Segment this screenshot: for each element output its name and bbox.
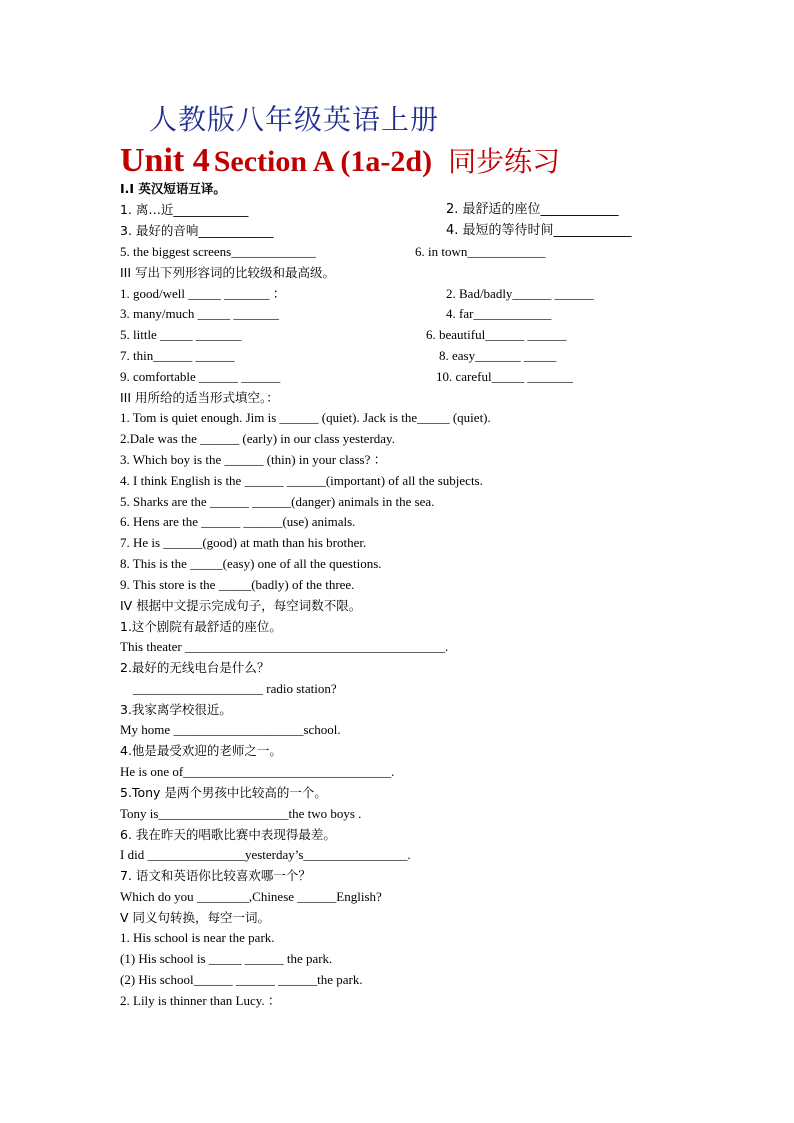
s3-l4: 4. I think English is the ______ ______(important) of all the subjects. [120, 473, 483, 488]
section-4-heading: IV 根据中文提示完成句子，每空词数不限。 [120, 598, 362, 613]
section-1-heading: I.I 英汉短语互译。 [120, 181, 226, 196]
s4-l12: I did _______________yesterday’s________________. [120, 847, 411, 862]
s2-q7: 7. thin______ ______ [120, 348, 235, 363]
s3-l9: 9. This store is the _____(badly) of the three. [120, 577, 355, 592]
s4-l6: My home ____________________school. [120, 722, 341, 737]
s3-l8: 8. This is the _____(easy) one of all the questions. [120, 556, 382, 571]
s4-l14: Which do you ________,Chinese ______English? [120, 889, 382, 904]
s4-l13: 7. 语文和英语你比较喜欢哪一个？ [120, 868, 311, 883]
section-2-heading: III 写出下列形容词的比较级和最高级。 [120, 265, 336, 280]
s2-q2: 2. Bad/badly______ ______ [446, 286, 594, 301]
s2-q8: 8. easy_______ _____ [439, 348, 557, 363]
s4-l2: This theater ________________________________________. [120, 639, 449, 654]
page-title [120, 140, 560, 180]
s2-q3: 3. many/much _____ _______ [120, 306, 279, 321]
s2-q1: 1. good/well _____ _______ ： [120, 286, 286, 301]
s2-q4: 4. far____________ [446, 306, 552, 321]
section-5-heading: V 同义句转换，每空一词。 [120, 910, 271, 925]
s3-l1: 1. Tom is quiet enough. Jim is ______ (quiet). Jack is the_____ (quiet). [120, 410, 491, 425]
s5-l1: 1. His school is near the park. [120, 930, 275, 945]
s4-l5: 3.我家离学校很近。 [120, 702, 232, 717]
s1-q3: 3. 最好的音响____________ [120, 223, 274, 238]
title-section: Section A (1a-2d) [213, 145, 433, 178]
page-title-chinese: 人教版八年级英语上册 [149, 103, 440, 136]
s4-l1: 1.这个剧院有最舒适的座位。 [120, 619, 282, 634]
s5-l3: (2) His school______ ______ ______the park. [120, 972, 363, 987]
s4-l4: ____________________ radio station? [133, 681, 337, 696]
s1-q1: 1. 离…近____________ [120, 202, 249, 217]
s2-q6: 6. beautiful______ ______ [426, 327, 567, 342]
s3-l7: 7. He is ______(good) at math than his brother. [120, 535, 367, 550]
s1-q6: 6. in town____________ [415, 244, 546, 259]
s5-l4: 2. Lily is thinner than Lucy. ： [120, 993, 281, 1008]
s3-l5: 5. Sharks are the ______ ______(danger) animals in the sea. [120, 494, 435, 509]
s4-l11: 6. 我在昨天的唱歌比赛中表现得最差。 [120, 827, 336, 842]
s4-l10: Tony is____________________the two boys . [120, 806, 362, 821]
s1-q4: 4. 最短的等待时间____________ [446, 223, 632, 238]
s5-l2: (1) His school is _____ ______ the park. [120, 951, 333, 966]
s3-l3: 3. Which boy is the ______ (thin) in your class? ： [120, 452, 387, 467]
s1-q2: 2. 最舒适的座位____________ [446, 202, 619, 217]
s2-q10: 10. careful_____ _______ [436, 369, 573, 384]
section-3-heading: III 用所给的适当形式填空。： [120, 390, 279, 405]
s2-q5: 5. little _____ _______ [120, 327, 242, 342]
title-unit: Unit 4 [120, 142, 210, 179]
s3-l6: 6. Hens are the ______ ______(use) animals. [120, 514, 356, 529]
s4-l8: He is one of________________________________. [120, 764, 395, 779]
s3-l2: 2.Dale was the ______ (early) in our class yesterday. [120, 431, 395, 446]
s1-q5: 5. the biggest screens_____________ [120, 244, 316, 259]
s4-l9: 5.Tony 是两个男孩中比较高的一个。 [120, 785, 327, 800]
s2-q9: 9. comfortable ______ ______ [120, 369, 281, 384]
title-suffix: 同步练习 [448, 145, 561, 178]
s4-l3: 2.最好的无线电台是什么？ [120, 660, 270, 675]
s4-l7: 4.他是最受欢迎的老师之一。 [120, 743, 282, 758]
